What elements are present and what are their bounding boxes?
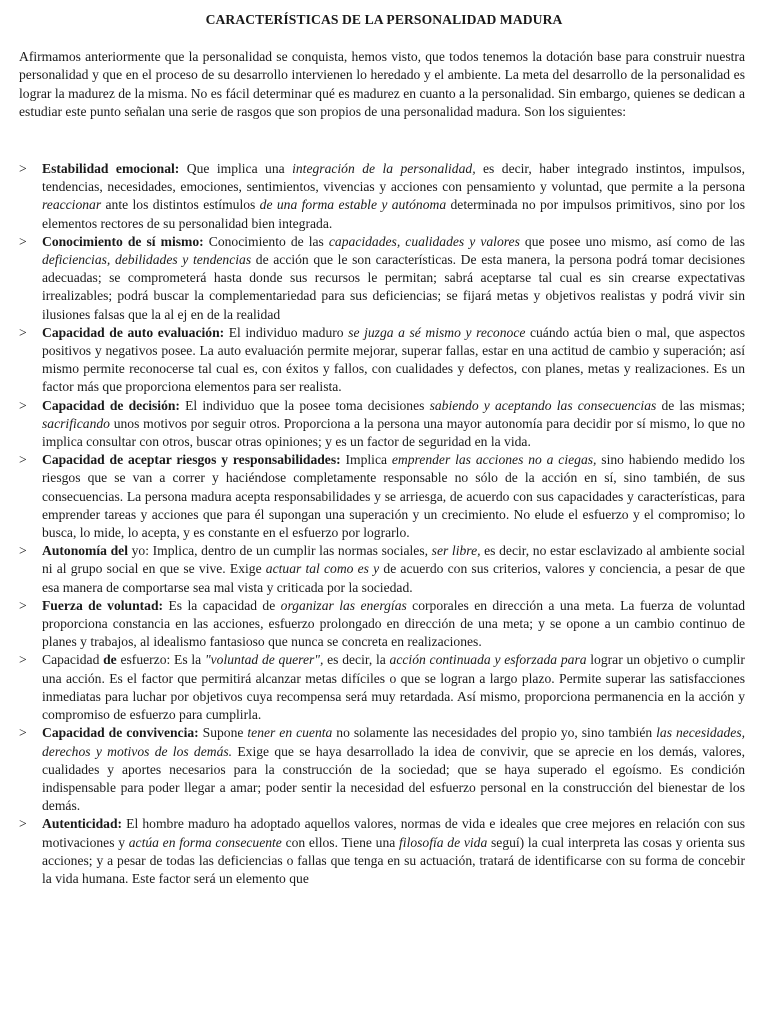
item-term: Autonomía del <box>42 543 128 559</box>
item-term: Conocimiento de sí mismo: <box>42 233 204 249</box>
item-emphasis: actuar tal como es y <box>265 561 380 577</box>
list-item <box>19 233 745 324</box>
item-text: Exige que se haya desarrollado la idea de convivir, que se aprecie en los demás, valores, cualidades y aportes necesarios para la construcción de la sociedad; que se haya superado el egoísmo. Es condición indispensable para poder llegar a amar; poder sentir la necesidad del esfuerzo personal en la construcción del bienestar de los demás. <box>42 743 745 814</box>
item-text: El individuo maduro <box>224 324 349 340</box>
item-text: Es la capacidad de <box>163 597 281 613</box>
bullet-arrow: > <box>19 452 27 468</box>
item-term: Capacidad de decisión: <box>42 397 180 413</box>
list-item <box>19 724 745 815</box>
item-text: es decir, no estar esclavizado al ambiente social ni al grupo social en que se vive. Exige <box>42 543 745 577</box>
item-text: con ellos. Tiene una <box>281 834 400 850</box>
item-emphasis: reaccionar <box>42 197 102 213</box>
item-text: seguí) la cual interpreta las cosas y orienta sus acciones; y a pesar de todas las deficiencias o fallas que tenga en su actuación, tratará de identificarse con su forma de concebir la vida humana. Este factor será un elemento que <box>42 834 745 886</box>
bullet-arrow: > <box>19 397 27 413</box>
item-text: yo: Implica, dentro de un cumplir las normas sociales, <box>127 543 432 559</box>
item-emphasis: deficiencias, debilidades y tendencias <box>42 252 252 268</box>
characteristics-list <box>19 160 745 888</box>
bullet-arrow: > <box>19 324 27 340</box>
bullet-arrow: > <box>19 816 27 832</box>
item-text: El individuo que la posee toma decisiones <box>179 397 430 413</box>
item-term: Autenticidad: <box>42 816 123 832</box>
item-emphasis: integración de la personalidad, <box>292 161 476 176</box>
item-text: El hombre maduro ha adoptado aquellos valores, normas de vida e ideales que cree mejores en relación con sus motivaciones y <box>42 816 745 850</box>
list-item <box>19 160 745 233</box>
item-text: ante los distintos estímulos <box>101 197 260 213</box>
item-emphasis: capacidades, cualidades y valores <box>328 233 520 249</box>
item-text: Capacidad <box>42 652 104 668</box>
item-emphasis: "voluntad de querer", <box>204 652 324 668</box>
item-text: de las mismas; <box>656 397 745 413</box>
item-term: Estabilidad emocional: <box>42 161 180 176</box>
list-item <box>19 451 745 542</box>
list-item <box>19 597 745 652</box>
document-title: CARACTERÍSTICAS DE LA PERSONALIDAD MADURA <box>205 12 563 27</box>
item-text: de acción que le son características. De esta manera, la persona podrá tomar decisiones adecuadas; se comprometerá hasta donde sus recursos le permitan; sabrá aceptarse tal cual es sin crearse expectativas irrealizables; podrá buscar la complementariedad para sus deficiencias; se fijará metas y objetivos realistas y podrá vivir sin ilusiones falsas que la al ej en de la realidad <box>42 252 746 322</box>
item-term: Capacidad de aceptar riesgos y responsabilidades: <box>42 452 341 468</box>
item-emphasis: sabiendo y aceptando las consecuencias <box>429 397 657 413</box>
item-emphasis: actúa en forma consecuente <box>128 834 282 850</box>
item-text: corporales en dirección a una meta. La fuerza de voluntad proporciona constancia en las acciones, esfuerzo prolongado en dirección de una meta; y se opone a un cambio continuo de planes y trabajos, al idealismo fantasioso que nunca se concreta en realizaciones. <box>42 597 745 650</box>
bullet-arrow: > <box>19 725 27 741</box>
list-item <box>19 324 745 397</box>
item-text: que posee uno mismo, así como de las <box>519 233 745 249</box>
item-term: de <box>103 652 117 668</box>
bullet-arrow: > <box>19 652 27 668</box>
list-item <box>19 651 745 724</box>
item-term: Fuerza de voluntad: <box>42 597 164 613</box>
intro-paragraph: Afirmamos anteriormente que la personalidad se conquista, hemos visto, que todos tenemos la dotación base para construir nuestra personalidad y que en el proceso de su desarrollo intervienen lo heredado y el ambiente. La meta del desarrollo de la personalidad es lograr la madurez de la misma. No es fácil determinar qué es madurez en cuanto a la personalidad. Sin embargo, quienes se dedican a estudiar este punto señalan una serie de rasgos que son propios de una personalidad madura. Son los siguientes: <box>19 49 745 119</box>
bullet-arrow: > <box>19 543 27 559</box>
item-emphasis: emprender las acciones no a ciegas, <box>391 452 597 468</box>
item-term: Capacidad de auto evaluación: <box>42 324 225 340</box>
item-text: es decir, haber integrado instintos, impulsos, tendencias, necesidades, emociones, sentimientos, vivencias y acciones con pensamiento y voluntad, que permite a la persona <box>42 161 745 195</box>
item-text: lograr un objetivo o cumplir una acción. Es el factor que permitirá alcanzar metas difíciles o que se logran a largo plazo. Permite superar las satisfacciones inmediatas para luchar por objetivos cuya recompensa será muy retardada. Así mismo, proporciona permanencia en la acción y compromiso de esfuerzo para cumplirla. <box>42 652 745 723</box>
bullet-arrow: > <box>19 233 27 249</box>
item-text: es decir, la <box>323 652 390 668</box>
bullet-arrow: > <box>19 161 27 176</box>
item-emphasis: organizar las energías <box>280 597 407 613</box>
item-emphasis: acción continuada y esforzada para <box>389 652 587 668</box>
item-text: unos motivos por seguir otros. Proporciona a la persona una mayor autonomía para decidir por sí mismo, lo que no implica consultar con otros, buscar otras opiniones; y es un factor de seguridad en la vida. <box>42 415 745 450</box>
list-item <box>19 542 745 597</box>
bullet-arrow: > <box>19 597 27 613</box>
item-emphasis: se juzga a sé mismo y reconoce <box>348 324 526 340</box>
item-text: Implica <box>340 452 392 468</box>
item-text: sino habiendo medido los riesgos que se van a correr y haciéndose completamente responsable no sólo de la acción en sí, sino también, de sus consecuencias. La persona madura acepta responsabilidades y se arriesga, de acuerdo con sus capacidades y características, para emprender tareas y acciones que para él supongan una superación y un crecimiento. No elude el esfuerzo y el compromiso; lo busca, lo mide, lo acepta, y es constante en el esfuerzo por lograrlo. <box>42 452 745 541</box>
list-item <box>19 397 745 452</box>
item-text: cuándo actúa bien o mal, que aspectos positivos y negativos posee. La auto evaluación permite mejorar, superar fallas, estar en una actitud de cambio y superación; así mismo permite reconocerse tal cual es, con éxitos y fallos, con cualidades y defectos, con planes, metas y realizaciones. Es un factor más que proporciona elementos para ser realista. <box>42 324 746 395</box>
item-text: no solamente las necesidades del propio yo, sino también <box>332 725 657 741</box>
list-item <box>19 815 745 888</box>
item-emphasis: tener en cuenta <box>247 725 333 741</box>
item-emphasis: las necesidades, derechos y motivos de los demás. <box>42 725 746 759</box>
item-term: Capacidad de convivencia: <box>42 725 199 741</box>
item-text: Conocimiento de las <box>203 233 329 249</box>
item-text: Que implica una <box>179 161 293 176</box>
item-text: de acuerdo con sus criterios, valores y conciencia, a pesar de que esa manera de comportarse sea mal vista y criticada por la sociedad. <box>42 561 745 595</box>
item-text: Supone <box>198 725 248 741</box>
item-emphasis: sacrificando <box>42 415 110 431</box>
item-text: esfuerzo: Es la <box>116 652 205 668</box>
item-emphasis: filosofía de vida <box>399 834 488 850</box>
item-emphasis: de una forma estable y autónoma <box>259 197 447 213</box>
item-emphasis: ser libre, <box>431 543 481 559</box>
item-text: determinada no por impulsos primitivos, sino por los elementos rectores de su personalidad bien integrada. <box>42 197 745 231</box>
